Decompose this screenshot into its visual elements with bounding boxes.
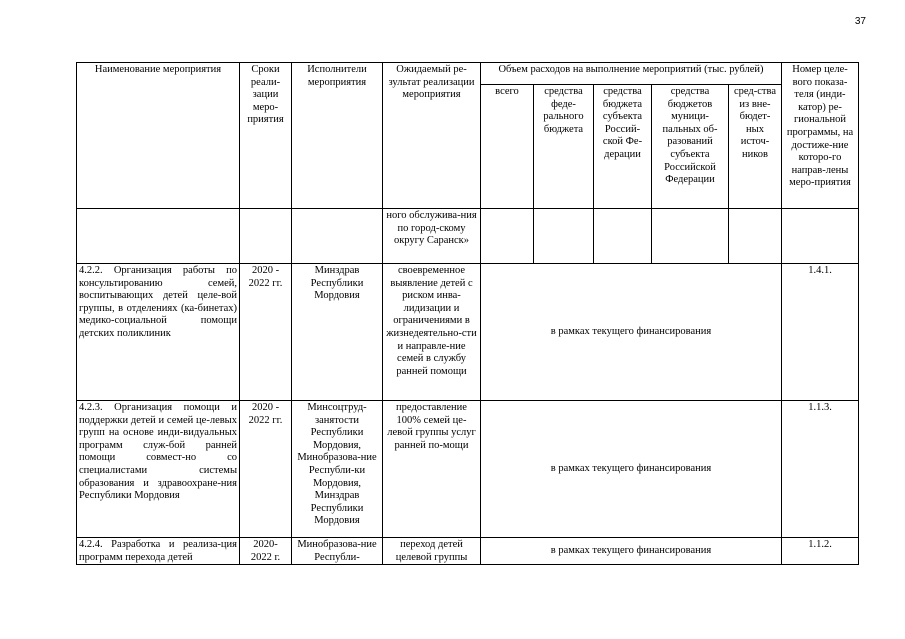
header-name: Наименование мероприятия	[77, 63, 240, 209]
row-executors: Минсоцтруд-занятости Республики Мордовия, Минобразова-ние Республи-ки Мордовия, Минздрав Республики Мордовия	[292, 401, 383, 538]
table-row	[77, 538, 859, 565]
row-financing: в рамках текущего финансирования	[481, 264, 782, 401]
header-expected-result: Ожидаемый ре-зультат реализации мероприятия	[383, 63, 481, 209]
header-indicator: Номер целе-вого показа-теля (инди-катор) ре-гиональной программы, на достиже-ние которо-го направ-лены меро-приятия	[782, 63, 859, 209]
table-row	[77, 264, 859, 401]
row-indicator: 1.4.1.	[782, 264, 859, 401]
header-federal-budget: средства феде-рального бюджета	[534, 85, 594, 209]
row-terms: 2020- 2022 г.	[240, 538, 292, 565]
header-subject-budget: средства бюджета субъекта Россий-ской Фе-дерации	[594, 85, 652, 209]
table-row	[77, 209, 859, 264]
row-name	[77, 209, 240, 264]
row-indicator	[782, 209, 859, 264]
row-subject	[594, 209, 652, 264]
row-financing: в рамках текущего финансирования	[481, 538, 782, 565]
row-executors: Минздрав Республики Мордовия	[292, 264, 383, 401]
row-total	[481, 209, 534, 264]
row-name: 4.2.3. Организация помощи и поддержки детей и семей це-левых групп на основе инди-видуальных программ служ-бой ранней помощи совмест-но со специалистами системы образования и здравоохране-ния Республики Мордовия	[77, 401, 240, 538]
row-terms	[240, 209, 292, 264]
page-number: 37	[854, 16, 866, 27]
row-executors	[292, 209, 383, 264]
header-terms: Сроки реали-зации меро-приятия	[240, 63, 292, 209]
activities-table	[76, 62, 859, 565]
row-extrabudget	[729, 209, 782, 264]
header-extrabudgetary: сред-ства из вне-бюдет-ных источ-ников	[729, 85, 782, 209]
row-indicator: 1.1.3.	[782, 401, 859, 538]
row-executors: Минобразова-ние Республи-	[292, 538, 383, 565]
table-row	[77, 401, 859, 538]
header-executors: Исполнители мероприятия	[292, 63, 383, 209]
row-federal	[534, 209, 594, 264]
row-terms: 2020 - 2022 гг.	[240, 264, 292, 401]
header-row-1	[77, 63, 859, 85]
row-indicator: 1.1.2.	[782, 538, 859, 565]
row-financing: в рамках текущего финансирования	[481, 401, 782, 538]
row-expected-result: ного обслужива-ния по город-скому округу Саранск»	[383, 209, 481, 264]
row-municipal	[652, 209, 729, 264]
header-expenses-group: Объем расходов на выполнение мероприятий (тыс. рублей)	[481, 63, 782, 85]
header-municipal-budget: средства бюджетов муници-пальных об-разований субъекта Российской Федерации	[652, 85, 729, 209]
header-total: всего	[481, 85, 534, 209]
row-name: 4.2.4. Разработка и реализа-ция программ перехода детей	[77, 538, 240, 565]
row-expected-result: переход детей целевой группы	[383, 538, 481, 565]
row-terms: 2020 - 2022 гг.	[240, 401, 292, 538]
row-expected-result: предоставление 100% семей це-левой группы услуг ранней по-мощи	[383, 401, 481, 538]
row-name: 4.2.2. Организация работы по консультированию семей, воспитывающих детей целе-вой группы, в отделениях (ка-бинетах) медико-социальной помощи детских поликлиник	[77, 264, 240, 401]
row-expected-result: своевременное выявление детей с риском инва-лидизации и ограничениями в жизнедеятельно-сти и направле-ние семей в службу ранней помощи	[383, 264, 481, 401]
